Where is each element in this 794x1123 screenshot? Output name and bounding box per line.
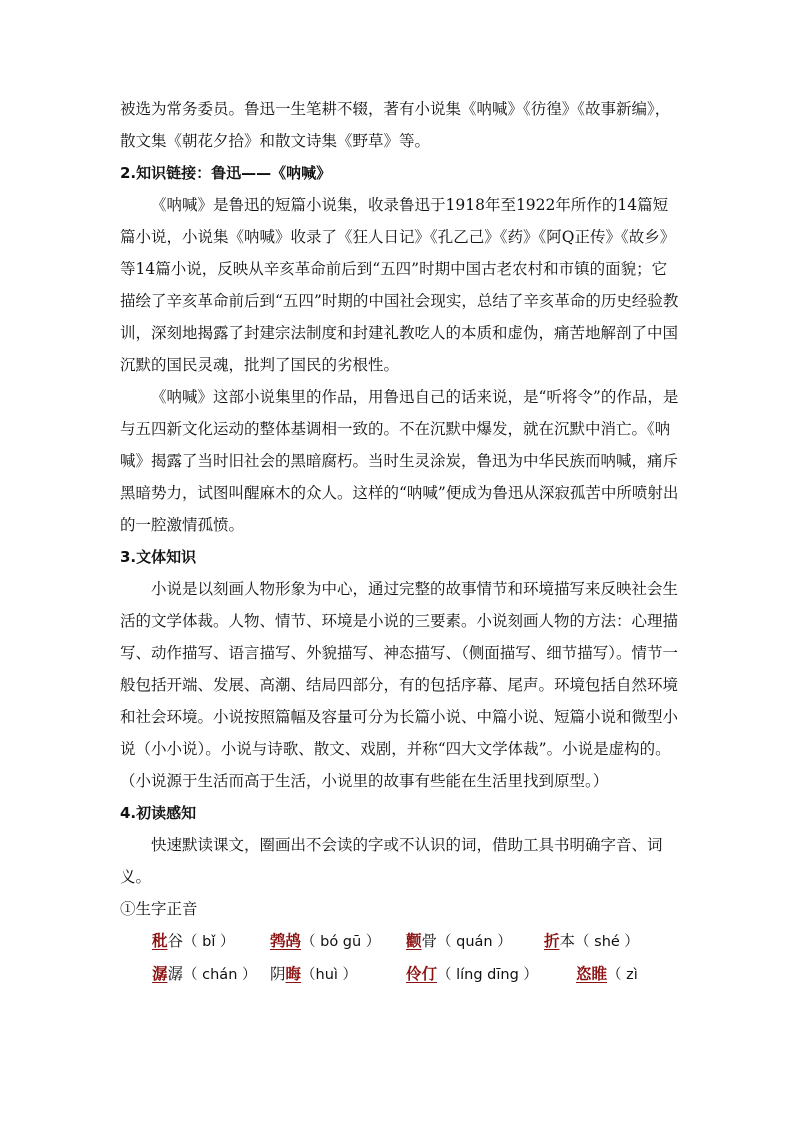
vocab-item: 伶仃（ líng dīng ）	[406, 964, 538, 983]
vocab-item: 阴晦（huì ）	[270, 964, 358, 983]
vocab-item: 颧骨（ quán ）	[406, 931, 512, 950]
pronunciation-row-2	[152, 958, 680, 991]
vocab-item: 秕谷（ bǐ ）	[152, 931, 235, 950]
paragraph-nahan-meaning: 《呐喊》这部小说集里的作品，用鲁迅自己的话来说，是“听将令”的作品，是与五四新文化运动的整体基调相一致的。不在沉默中爆发，就在沉默中消亡。《呐喊》揭露了当时旧社会的黑暗腐朽。当时生灵涂炭，鲁迅为中华民族而呐喊，痛斥黑暗势力，试图叫醒麻木的众人。这样的“呐喊”便成为鲁迅从深寂孤苦中所喷射出的一腔激情孤愤。	[120, 388, 679, 534]
section-heading-2: 2.知识链接：鲁迅——《呐喊》	[120, 164, 332, 182]
pronunciation-row-1	[152, 925, 680, 958]
vocab-item: 鹁鸪（ bó gū ）	[270, 931, 381, 950]
vocab-item: 折本（ shé ）	[544, 931, 639, 950]
paragraph-nahan-intro: 《呐喊》是鲁迅的短篇小说集，收录鲁迅于1918年至1922年所作的14篇短篇小说，小说集《呐喊》收录了《狂人日记》《孔乙己》《药》《阿Q正传》《故乡》等14篇小说，反映从辛亥革命前后到“五四”时期中国古老农村和市镇的面貌；它描绘了辛亥革命前后到“五四”时期的中国社会现实，总结了辛亥革命的历史经验教训，深刻地揭露了封建宗法制度和封建礼教吃人的本质和虚伪，痛苦地解剖了中国沉默的国民灵魂，批判了国民的劣根性。	[120, 196, 679, 374]
section-heading-3: 3.文体知识	[120, 548, 197, 566]
paragraph-genre-knowledge: 小说是以刻画人物形象为中心，通过完整的故事情节和环境描写来反映社会生活的文学体裁。人物、情节、环境是小说的三要素。小说刻画人物的方法：心理描写、动作描写、语言描写、外貌描写、神态描写、（侧面描写、细节描写）。情节一般包括开端、发展、高潮、结局四部分，有的包括序幕、尾声。环境包括自然环境和社会环境。小说按照篇幅及容量可分为长篇小说、中篇小说、短篇小说和微型小说（小小说）。小说与诗歌、散文、戏剧，并称“四大文学体裁”。小说是虚构的。（小说源于生活而高于生活，小说里的故事有些能在生活里找到原型。）	[120, 580, 679, 790]
vocab-item: 潺潺（ chán ）	[152, 964, 257, 983]
vocab-item: 恣睢（ zì	[576, 964, 638, 983]
section-heading-4: 4.初读感知	[120, 804, 197, 822]
document-body	[120, 93, 680, 991]
paragraph-intro-continued: 被选为常务委员。鲁迅一生笔耕不辍，著有小说集《呐喊》《彷徨》《故事新编》，散文集《朝花夕拾》和散文诗集《野草》等。	[120, 100, 671, 150]
subsection-pronunciation: ①生字正音	[120, 900, 198, 918]
paragraph-first-reading: 快速默读课文，圈画出不会读的字或不认识的词，借助工具书明确字音、词义。	[120, 836, 663, 886]
